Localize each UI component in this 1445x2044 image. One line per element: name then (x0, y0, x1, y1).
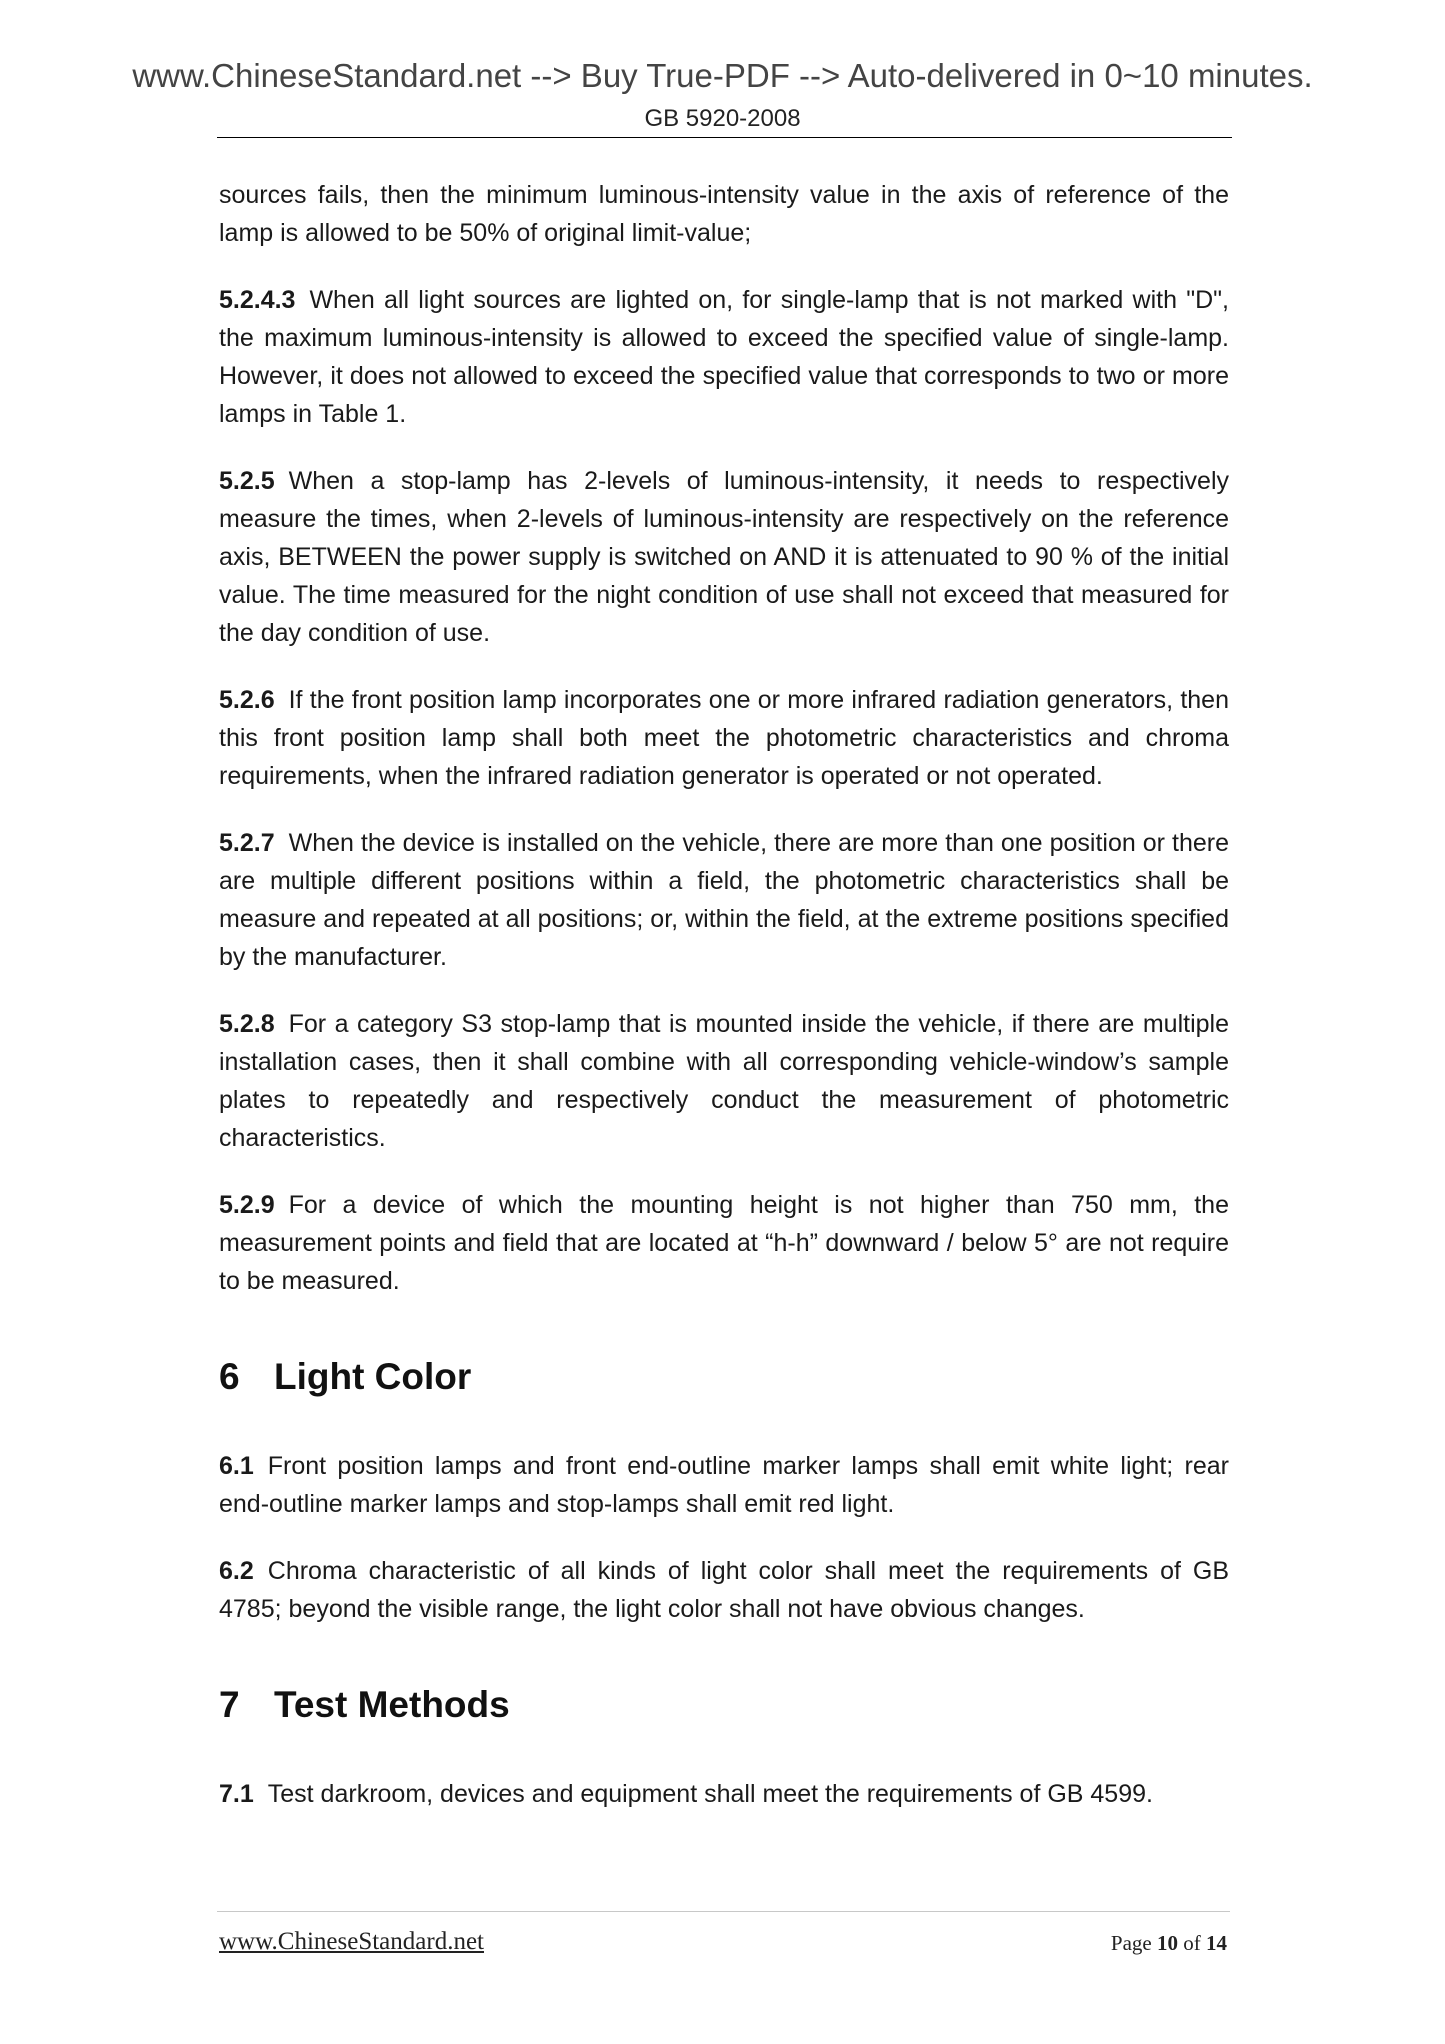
section-heading-7 (219, 1683, 1229, 1727)
section-title: Light Color (274, 1356, 472, 1397)
footer-site-link[interactable]: www.ChineseStandard.net (219, 1928, 484, 1955)
paragraph-continuation: sources fails, then the minimum luminous-intensity value in the axis of reference of the lamp is allowed to be 50% of original limit-value; (219, 181, 1229, 247)
clause-6-1 (219, 1447, 1229, 1523)
clause-number: 5.2.4.3 (219, 286, 296, 314)
clause-text: If the front position lamp incorporates one or more infrared radiation generators, then this front position lamp shall both meet the photometric characteristics and chroma requirements, when the infrared radiation generator is operated or not operated. (219, 686, 1229, 790)
clause-text: Chroma characteristic of all kinds of light color shall meet the requirements of GB 4785; beyond the visible range, the light color shall not have obvious changes. (219, 1557, 1229, 1623)
clause-number: 5.2.5 (219, 467, 275, 495)
section-title: Test Methods (274, 1684, 510, 1725)
clause-6-2 (219, 1552, 1229, 1628)
clause-text: When all light sources are lighted on, for single-lamp that is not marked with "D", the maximum luminous-intensity is allowed to exceed the specified value of single-lamp. However, it does not allowed to exceed the specified value that corresponds to two or more lamps in Table 1. (219, 286, 1229, 428)
clause-text: When the device is installed on the vehicle, there are more than one position or there are multiple different positions within a field, the photometric characteristics shall be measure and repeated at all positions; or, within the field, at the extreme positions specified by the manufacturer. (219, 829, 1229, 971)
page-current: 10 (1157, 1931, 1178, 1955)
clause-number: 5.2.7 (219, 829, 275, 857)
page-of-label: of (1183, 1931, 1201, 1955)
header-banner: www.ChineseStandard.net --> Buy True-PDF --> Auto-delivered in 0~10 minutes. (132, 57, 1313, 94)
section-number: 7 (219, 1684, 240, 1725)
section-heading-6 (219, 1355, 1229, 1399)
clause-number: 6.2 (219, 1557, 254, 1585)
page-number (1111, 1929, 1227, 1957)
clause-5-2-9 (219, 1186, 1229, 1300)
clause-text: Test darkroom, devices and equipment shall meet the requirements of GB 4599. (267, 1780, 1153, 1808)
clause-number: 5.2.6 (219, 686, 275, 714)
clause-5-2-4-3 (219, 281, 1229, 433)
clause-number: 5.2.8 (219, 1010, 275, 1038)
clause-number: 6.1 (219, 1452, 254, 1480)
page-content (219, 176, 1229, 1842)
header-divider (217, 137, 1232, 138)
clause-text: For a category S3 stop-lamp that is mounted inside the vehicle, if there are multiple installation cases, then it shall combine with all corresponding vehicle-window’s sample plates to repeatedly and respectively conduct the measurement of photometric characteristics. (219, 1010, 1229, 1152)
clause-5-2-8 (219, 1005, 1229, 1157)
clause-text: Front position lamps and front end-outline marker lamps shall emit white light; rear end-outline marker lamps and stop-lamps shall emit red light. (219, 1452, 1229, 1518)
footer-divider (217, 1911, 1230, 1912)
clause-text: For a device of which the mounting height is not higher than 750 mm, the measurement points and field that are located at “h-h” downward / below 5° are not require to be measured. (219, 1191, 1229, 1295)
page-label: Page (1110, 1931, 1152, 1955)
clause-5-2-5 (219, 462, 1229, 652)
clause-5-2-6 (219, 681, 1229, 795)
clause-5-2-7 (219, 824, 1229, 976)
section-number: 6 (219, 1356, 240, 1397)
clause-number: 5.2.9 (219, 1191, 275, 1219)
clause-7-1 (219, 1775, 1229, 1813)
clause-number: 7.1 (219, 1780, 254, 1808)
clause-text: When a stop-lamp has 2-levels of luminous-intensity, it needs to respectively measure the times, when 2-levels of luminous-intensity are respectively on the reference axis, BETWEEN the power supply is switched on AND it is attenuated to 90 % of the initial value. The time measured for the night condition of use shall not exceed that measured for the day condition of use. (219, 467, 1229, 647)
page-total: 14 (1206, 1931, 1227, 1955)
document-id: GB 5920-2008 (644, 105, 801, 132)
